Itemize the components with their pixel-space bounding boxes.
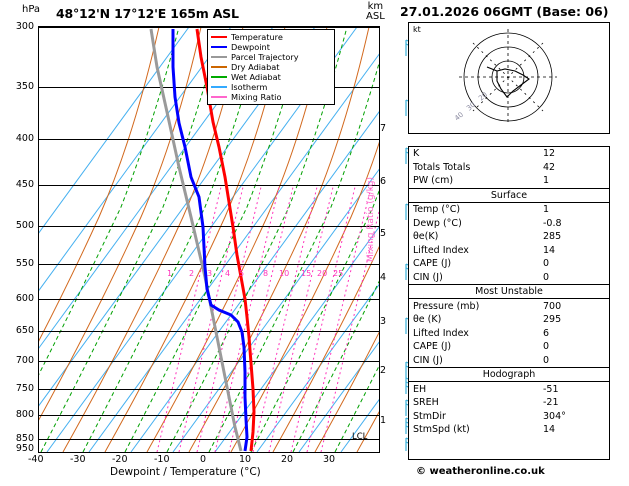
table-row: [409, 382, 609, 396]
index-label-mu-pressure: Pressure (mb): [413, 300, 480, 312]
index-value-mu-cape: 0: [543, 341, 550, 353]
table-row: [409, 161, 609, 175]
index-label-sfc-li: Lifted Index: [413, 244, 469, 256]
mixing-ratio-value-25: 25: [333, 269, 344, 278]
index-value-sfc-thetae: 285: [543, 231, 562, 243]
index-label-sfc-dewp: Dewp (°C): [413, 217, 462, 229]
pressure-tick-500: 500: [15, 220, 34, 231]
x-tick-20: 20: [281, 454, 294, 465]
legend-swatch-parcel: [211, 56, 227, 58]
index-label-mu-li: Lifted Index: [413, 327, 469, 339]
index-value-stmdir: 304°: [543, 410, 566, 422]
copyright-credit: © weatheronline.co.uk: [416, 466, 545, 477]
table-row: [409, 340, 609, 354]
index-value-mu-cin: 0: [543, 355, 550, 367]
pressure-tick-450: 450: [15, 179, 34, 190]
pressure-tick-950: 950: [15, 443, 34, 454]
height-tick-6: 6: [380, 176, 387, 187]
index-value-sfc-li: 14: [543, 244, 556, 256]
table-row: [409, 410, 609, 424]
index-label-sfc-cape: CAPE (J): [413, 258, 452, 270]
svg-text:30: 30: [465, 100, 478, 113]
pressure-tick-750: 750: [15, 383, 34, 394]
index-value-sfc-temp: 1: [543, 204, 550, 216]
index-value-eh: -51: [543, 383, 559, 395]
table-row: [409, 257, 609, 271]
index-value-sfc-dewp: -0.8: [543, 217, 562, 229]
x-tick--30: -30: [70, 454, 86, 465]
legend-swatch-isotherm: [211, 86, 227, 88]
height-tick-2: 2: [380, 365, 387, 376]
section-header-surface: [409, 188, 609, 202]
pressure-tick-700: 700: [15, 355, 34, 366]
forecast-date-title: 27.01.2026 06GMT (Base: 06): [400, 4, 609, 19]
table-row: [409, 313, 609, 327]
index-value-k: 12: [543, 148, 556, 160]
mixing-ratio-value-20: 20: [317, 269, 328, 278]
index-value-totals: 42: [543, 161, 556, 173]
x-tick-30: 30: [323, 454, 336, 465]
pressure-tick-350: 350: [15, 81, 34, 92]
pressure-tick-850: 850: [15, 433, 34, 444]
height-axis-unit: km ASL: [366, 1, 385, 22]
skewt-plot: [38, 26, 380, 453]
mixing-ratio-value-5: 5: [239, 269, 245, 278]
x-tick--20: -20: [112, 454, 128, 465]
info-panel: [400, 0, 629, 486]
mixing-ratio-value-1: 1: [167, 269, 173, 278]
hodograph-svg: [409, 23, 607, 131]
table-row: [409, 327, 609, 341]
mixing-ratio-axis-label: Mixing Ratio (g/kg): [366, 176, 376, 262]
legend-swatch-temperature: [211, 36, 227, 38]
legend-swatch-mixing-ratio: [211, 96, 227, 98]
mixing-ratio-value-3: 3: [207, 269, 213, 278]
table-row: [409, 147, 609, 161]
index-label-mu-cin: CIN (J): [413, 355, 443, 367]
table-row: [409, 271, 609, 285]
section-header-hodograph: [409, 368, 609, 382]
section-header-hodograph-label: Hodograph: [409, 368, 609, 382]
index-value-mu-pressure: 700: [543, 300, 562, 312]
pressure-axis-unit: hPa: [22, 4, 41, 15]
table-row: [409, 202, 609, 216]
indices-table: [408, 146, 610, 460]
index-value-sfc-cin: 0: [543, 272, 550, 284]
index-label-totals: Totals Totals: [413, 161, 471, 173]
table-row: [409, 354, 609, 368]
table-row: [409, 244, 609, 258]
legend-item-parcel: [211, 52, 331, 62]
legend-item-mixing-ratio: [211, 92, 331, 102]
mixing-ratio-value-10: 10: [279, 269, 290, 278]
legend-item-isotherm: [211, 82, 331, 92]
pressure-tick-550: 550: [15, 258, 34, 269]
height-tick-3: 3: [380, 316, 387, 327]
legend-label-temperature: Temperature: [231, 32, 283, 42]
x-tick-10: 10: [239, 454, 252, 465]
mixing-ratio-value-4: 4: [225, 269, 231, 278]
index-value-pw: 1: [543, 175, 550, 187]
index-label-sreh: SREH: [413, 397, 439, 409]
index-label-pw: PW (cm): [413, 175, 454, 187]
index-label-stmspd: StmSpd (kt): [413, 424, 470, 436]
table-row: [409, 216, 609, 230]
svg-text:40: 40: [453, 110, 466, 123]
index-label-k: K: [413, 148, 420, 160]
lcl-label: LCL: [352, 432, 368, 442]
legend-swatch-wet-adiabat: [211, 76, 227, 78]
x-tick--10: -10: [154, 454, 170, 465]
legend-item-dry-adiabat: [211, 62, 331, 72]
chart-legend: [207, 29, 335, 105]
pressure-tick-650: 650: [15, 325, 34, 336]
index-value-sfc-cape: 0: [543, 258, 550, 270]
index-value-mu-li: 6: [543, 327, 550, 339]
index-label-mu-thetae: θe (K): [413, 314, 442, 326]
index-value-stmspd: 14: [543, 424, 556, 436]
legend-swatch-dry-adiabat: [211, 66, 227, 68]
hodograph-trace: [497, 69, 529, 97]
height-tick-7: 7: [380, 123, 387, 134]
x-tick-0: 0: [200, 454, 207, 465]
index-label-stmdir: StmDir: [413, 410, 446, 422]
mixing-ratio-value-15: 15: [301, 269, 312, 278]
index-value-mu-thetae: 295: [543, 314, 562, 326]
legend-label-dry-adiabat: Dry Adiabat: [231, 62, 280, 72]
pressure-tick-300: 300: [15, 21, 34, 32]
index-value-sreh: -21: [543, 397, 559, 409]
height-tick-5: 5: [380, 228, 387, 239]
hodograph-unit-label: kt: [413, 25, 421, 34]
hodograph-plot: [408, 22, 610, 134]
x-axis-title: Dewpoint / Temperature (°C): [110, 466, 261, 478]
height-tick-1: 1: [380, 415, 387, 426]
svg-text:20: 20: [477, 90, 490, 103]
index-label-mu-cape: CAPE (J): [413, 341, 452, 353]
index-label-sfc-thetae: θe(K): [413, 231, 439, 243]
legend-swatch-dewpoint: [211, 46, 227, 48]
legend-label-wet-adiabat: Wet Adiabat: [231, 72, 281, 82]
mixing-ratio-value-2: 2: [189, 269, 195, 278]
table-row: [409, 299, 609, 313]
legend-label-dewpoint: Dewpoint: [231, 42, 270, 52]
station-title: 48°12'N 17°12'E 165m ASL: [56, 6, 239, 21]
section-header-surface-label: Surface: [409, 188, 609, 202]
index-label-sfc-temp: Temp (°C): [413, 204, 461, 216]
mixing-ratio-value-8: 8: [263, 269, 269, 278]
legend-item-wet-adiabat: [211, 72, 331, 82]
index-label-sfc-cin: CIN (J): [413, 272, 443, 284]
legend-item-dewpoint: [211, 42, 331, 52]
pressure-tick-600: 600: [15, 293, 34, 304]
legend-label-parcel: Parcel Trajectory: [231, 52, 299, 62]
table-row: [409, 423, 609, 437]
legend-item-temperature: [211, 32, 331, 42]
legend-label-mixing-ratio: Mixing Ratio: [231, 92, 282, 102]
section-header-most-unstable-label: Most Unstable: [409, 285, 609, 299]
section-header-most-unstable: [409, 285, 609, 299]
legend-label-isotherm: Isotherm: [231, 82, 268, 92]
pressure-tick-800: 800: [15, 409, 34, 420]
table-row: [409, 174, 609, 188]
height-tick-4: 4: [380, 272, 387, 283]
index-label-eh: EH: [413, 383, 427, 395]
x-tick--40: -40: [28, 454, 44, 465]
table-row: [409, 230, 609, 244]
pressure-tick-400: 400: [15, 133, 34, 144]
table-row: [409, 396, 609, 410]
